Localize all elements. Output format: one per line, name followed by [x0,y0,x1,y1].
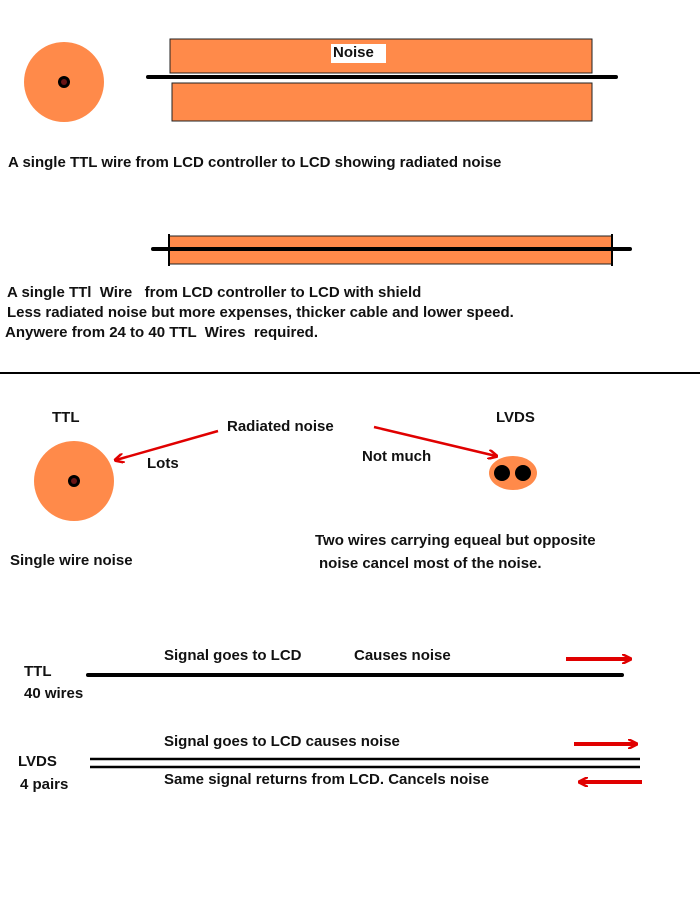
two-wires-caption-line-2: noise cancel most of the noise. [319,555,542,572]
lots-label: Lots [147,455,179,472]
ttl-label: TTL [52,409,80,426]
lvds-wire-b [515,465,531,481]
caption-single-ttl: A single TTL wire from LCD controller to LCD showing radiated noise [8,154,502,171]
noise-field-bottom [172,83,592,121]
ttl-wire-count: 40 wires [24,685,84,702]
ttl-causes-noise-label: Causes noise [354,647,451,664]
not-much-label: Not much [362,448,432,465]
two-wires-caption-line-1: Two wires carrying equeal but opposite [315,532,596,549]
noise-label: Noise [333,44,374,61]
lvds-signal-label: Signal goes to LCD causes noise [164,733,400,750]
lvds-wire-label: LVDS [18,753,57,770]
ttl-core-inner [71,478,77,484]
caption-shield-line-2: Less radiated noise but more expenses, thicker cable and lower speed. [7,304,514,321]
ttl-wire-label: TTL [24,663,52,680]
radiated-noise-label: Radiated noise [227,418,334,435]
caption-shield-line-1: A single TTl Wire from LCD controller to LCD with shield [7,284,422,301]
ttl-signal-label: Signal goes to LCD [164,647,302,664]
wire-core-inner-1 [61,79,67,85]
single-wire-caption: Single wire noise [10,552,133,569]
lvds-wire-a [494,465,510,481]
lvds-return-label: Same signal returns from LCD. Cancels noise [164,771,490,788]
lvds-label: LVDS [496,409,535,426]
caption-shield-line-3: Anywere from 24 to 40 TTL Wires required. [5,324,319,341]
lvds-pair-count: 4 pairs [20,776,69,793]
